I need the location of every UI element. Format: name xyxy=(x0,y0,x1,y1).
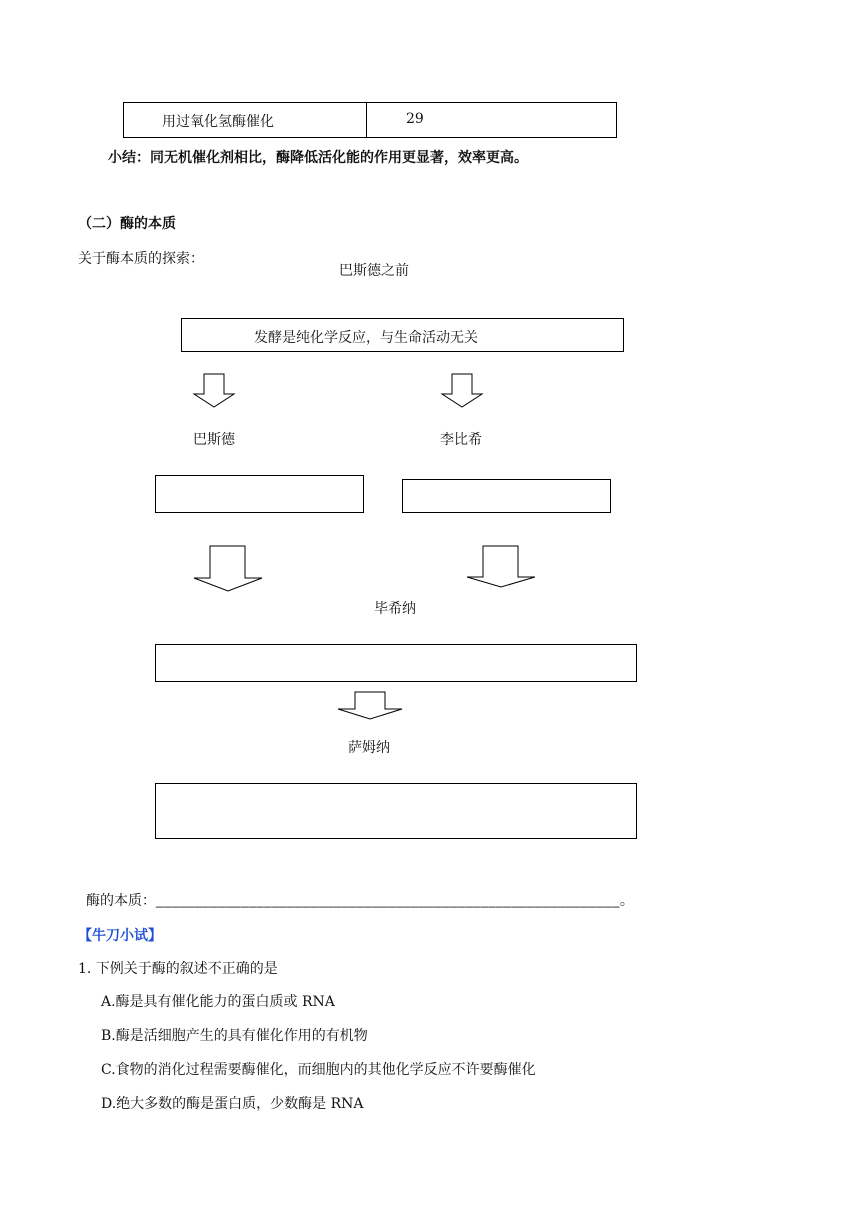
before-pasteur-box xyxy=(181,318,624,352)
arrow-down-icon xyxy=(337,692,403,720)
arrow-down-icon xyxy=(193,546,263,592)
option-c[interactable]: C.食物的消化过程需要酶催化，而细胞内的其他化学反应不许要酶催化 xyxy=(101,1062,536,1078)
essence-line xyxy=(86,890,634,910)
table-divider xyxy=(366,103,367,137)
essence-period: 。 xyxy=(619,893,634,909)
arrow-down-icon xyxy=(441,374,483,408)
table-cell-value: 29 xyxy=(406,111,424,127)
pasteur-box[interactable] xyxy=(155,475,364,513)
section-heading: （二）酶的本质 xyxy=(78,216,176,232)
sumner-label: 萨姆纳 xyxy=(348,740,390,756)
before-pasteur-label: 巴斯德之前 xyxy=(339,263,409,279)
arrow-down-icon xyxy=(466,546,536,588)
pasteur-label: 巴斯德 xyxy=(193,432,235,448)
table-cell-method: 用过氧化氢酶催化 xyxy=(162,114,274,130)
before-pasteur-text: 发酵是纯化学反应，与生命活动无关 xyxy=(254,330,478,346)
section-intro: 关于酶本质的探索： xyxy=(78,251,204,267)
option-b[interactable]: B.酶是活细胞产生的具有催化作用的有机物 xyxy=(101,1028,368,1044)
question-text: 1. 下例关于酶的叙述不正确的是 xyxy=(78,961,278,977)
sumner-box[interactable] xyxy=(155,783,637,839)
liebig-box[interactable] xyxy=(402,479,611,513)
arrow-down-icon xyxy=(193,374,235,408)
buchner-box[interactable] xyxy=(155,644,637,682)
summary-text: 小结：同无机催化剂相比，酶降低活化能的作用更显著，效率更高。 xyxy=(108,150,528,166)
data-table xyxy=(123,102,617,138)
buchner-label: 毕希纳 xyxy=(374,601,416,617)
essence-label: 酶的本质： xyxy=(86,893,156,909)
option-a[interactable]: A.酶是具有催化能力的蛋白质或 RNA xyxy=(101,994,335,1010)
option-d[interactable]: D.绝大多数的酶是蛋白质，少数酶是 RNA xyxy=(101,1096,364,1112)
liebig-label: 李比希 xyxy=(440,432,482,448)
essence-blank[interactable]: ____________________________________________________________ xyxy=(156,893,620,908)
practice-heading: 【牛刀小试】 xyxy=(78,928,162,944)
